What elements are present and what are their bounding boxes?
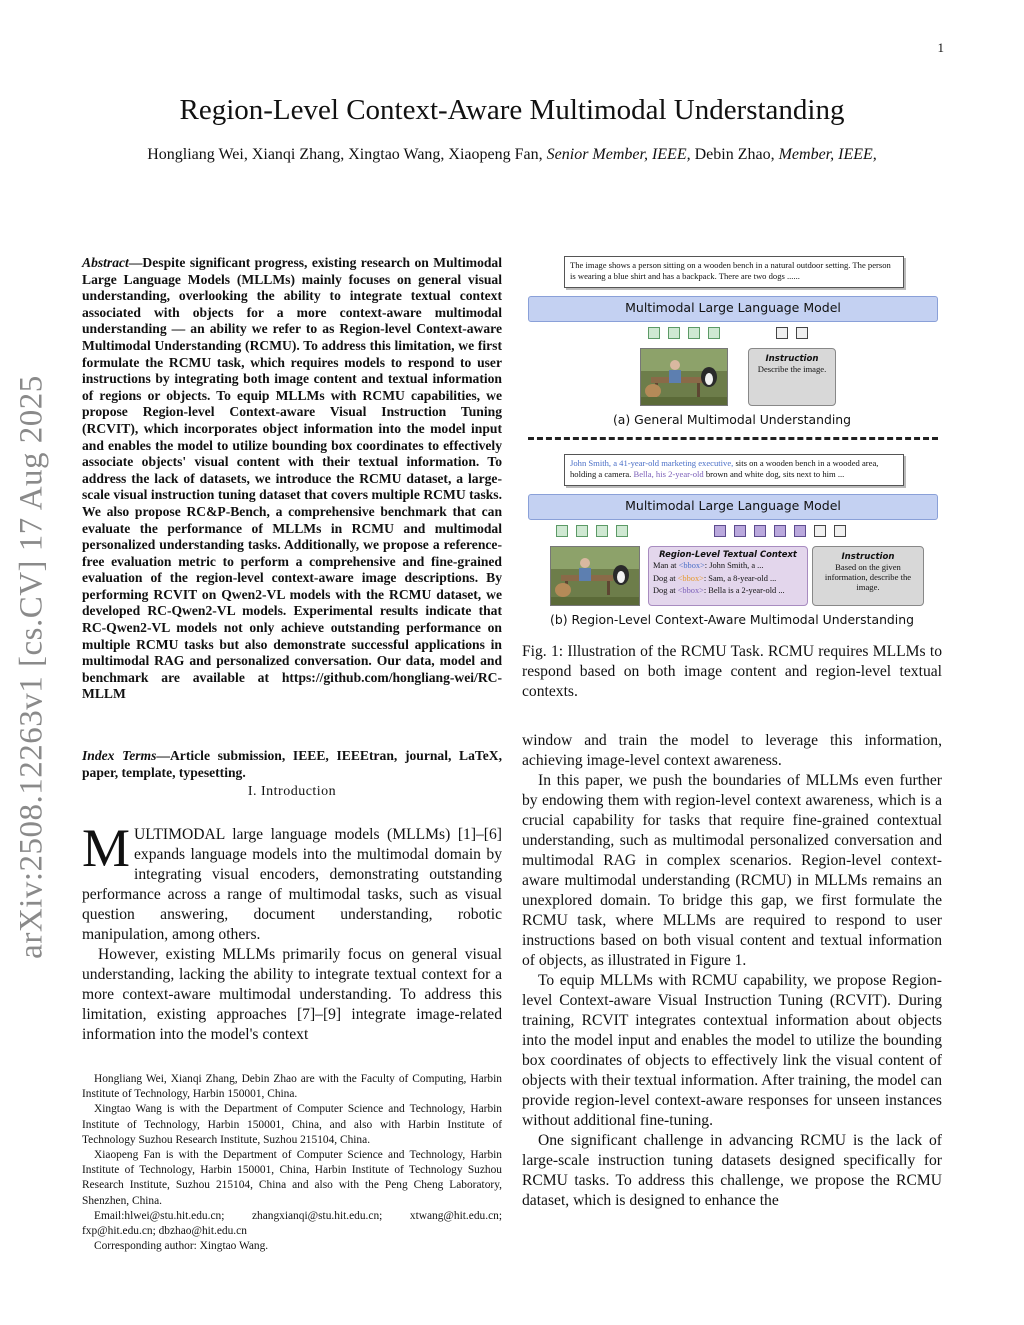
region-label: Dog at (653, 586, 678, 596)
fig-b-region-context-line (649, 573, 807, 586)
fig-b-context-token (754, 525, 766, 537)
index-terms-label: Index Terms (82, 748, 157, 763)
index-terms-text: —Article submission, IEEE, IEEEtran, journal, LaTeX, paper, template, typesetting. (82, 748, 502, 780)
fig-b-instruction-text: Based on the given information, describe the image. (824, 562, 912, 592)
right-paragraph-1: window and train the model to leverage this information, achieving image-level context awareness. (522, 732, 942, 769)
fig-a-instruction-text: Describe the image. (757, 364, 827, 374)
fig-a-instruction-title: Instruction (765, 354, 819, 364)
fig-b-context-token (794, 525, 806, 537)
fig-b-context-token (774, 525, 786, 537)
fig-a-image-token (648, 327, 660, 339)
fig-a-image-token (708, 327, 720, 339)
region-text: : Sam, a 8-year-old ... (703, 573, 777, 583)
fig-a-instruction-box (748, 348, 836, 406)
arxiv-id: arXiv:2508.12263v1 [cs.CV] 17 Aug 2025 (13, 375, 50, 959)
fig-a-image-token (668, 327, 680, 339)
author-role-fan: Senior Member, IEEE, (546, 146, 691, 163)
section-heading-introduction: I. Introduction (247, 784, 337, 799)
fig-a-photo (640, 348, 728, 406)
fig-a-caption: (a) General Multimodal Understanding (612, 412, 852, 427)
bbox-token: <bbox> (677, 573, 704, 583)
bbox-token: <bbox> (678, 561, 705, 570)
index-terms (82, 748, 502, 781)
author-list (0, 146, 1024, 164)
fig-b-text-token (834, 525, 846, 537)
fig-b-output-dog: Bella, his 2-year-old (633, 469, 704, 479)
fig-b-photo (550, 546, 640, 606)
fig-b-context-token (734, 525, 746, 537)
fig-b-context-token (714, 525, 726, 537)
footnote-1: Hongliang Wei, Xianqi Zhang, Debin Zhao are with the Faculty of Computing, Harbin Institute of Technology, Harbin 150001, China. (82, 1073, 502, 1101)
right-body (522, 731, 942, 1211)
fig-a-mllm: Multimodal Large Language Model (528, 296, 938, 322)
paper-title: Region-Level Context-Aware Multimodal Understanding (179, 94, 845, 126)
page-number: 1 (937, 40, 944, 55)
fig-b-image-token (596, 525, 608, 537)
fig-b-caption: (b) Region-Level Context-Aware Multimodal Understanding (550, 612, 914, 627)
author-names: Hongliang Wei, Xianqi Zhang, Xingtao Wang, Xiaopeng Fan, (147, 146, 543, 163)
fig-divider (528, 437, 938, 440)
photo-illustration (641, 349, 727, 405)
fig-b-image-token (616, 525, 628, 537)
fig-b-output-mid: sits on a wooden bench in a wooded area, holding a camera. (570, 458, 879, 479)
abstract (82, 255, 502, 703)
author-role-last: Member, IEEE, (778, 146, 877, 163)
footnote-3: Xiaopeng Fan is with the Department of Computer Science and Technology, Harbin Institute of Technology, Harbin 150001, China, Harbin Institute of Technology Suzhou Research Institute, Suzhou 215104, China and also with the Peng Cheng Laboratory, Shenzhen, China. (82, 1149, 502, 1207)
intro-paragraph-1-text: ULTIMODAL large language models (MLLMs) [1]–[6] expands language models into the multimodal domain by integrating visual encoders, demonstrating outstanding performance across a range of multimodal tasks, such as visual question answering, document understanding, robotic manipulation, among others. (82, 826, 502, 943)
intro-paragraph-2: However, existing MLLMs primarily focus on general visual understanding, lacking the ability to integrate textual context for a more context-aware multimodal understanding. To address this limitation, existing approaches [7]–[9] integrate image-related information into the model's context (82, 946, 502, 1043)
right-paragraph-4: One significant challenge in advancing RCMU is the lack of large-scale instruction tuning datasets designed specifically for RCMU tasks. To address this challenge, we propose the RCMU dataset, which is designed to enhance the (522, 1132, 942, 1209)
fig-b-region-context-title: Region-Level Textual Context (659, 549, 797, 559)
author-last: Debin Zhao, (694, 146, 775, 163)
fig-b-mllm: Multimodal Large Language Model (528, 494, 938, 520)
bbox-token: <bbox> (677, 586, 704, 596)
abstract-label: Abstract (82, 255, 129, 270)
figure-1 (522, 252, 942, 634)
fig-b-region-context-box (648, 546, 808, 606)
arxiv-watermark (12, 372, 52, 962)
region-label: Man at (653, 561, 679, 570)
fig-b-output-end: brown and white dog, sits next to him ... (703, 469, 845, 479)
fig-b-text-token (814, 525, 826, 537)
fig-b-instruction-title: Instruction (841, 552, 895, 562)
fig-b-output (564, 454, 904, 486)
region-text: : John Smith, a ... (704, 561, 764, 570)
footnote-2: Xingtao Wang is with the Department of Computer Science and Technology, Harbin Institute of Technology, Harbin 150001, China, and also with Harbin Institute of Technology Suzhou Research Institute, Suzhou 215104, China. (82, 1103, 502, 1146)
fig-b-region-context-line (649, 585, 807, 598)
right-paragraph-2: In this paper, we push the boundaries of MLLMs even further by endowing them with region-level context awareness, which is a crucial capability for tasks that require fine-grained contextual understanding, such as multimodal personalized conversation and multimodal RAG in complex scenarios. Region-level context-aware multimodal understanding (RCMU) in MLLMs remains an unexplored domain. To bridge this gap, we first formulate the RCMU task, where MLLMs are required to respond to user instructions based on both visual content and textual information of objects, as illustrated in Figure 1. (522, 772, 942, 969)
fig-b-region-context-line (649, 560, 807, 573)
figure-caption: Fig. 1: Illustration of the RCMU Task. RCMU requires MLLMs to respond based on both image content and region-level textual contexts. (522, 643, 942, 700)
region-text: : Bella is a 2-year-old ... (703, 586, 785, 596)
fig-b-output-name: John Smith, a 41-year-old marketing executive, (570, 458, 734, 468)
right-paragraph-3: To equip MLLMs with RCMU capability, we propose Region-level Context-aware Visual Instruction Tuning (RCVIT). During training, RCVIT integrates contextual information about objects into the model input and enables the model to utilize the bounding box coordinates of objects to effectively link the visual content of objects with their textual information. After training, the model can provide region-level context-aware responses for unseen instances without additional fine-tuning. (522, 972, 942, 1129)
intro-paragraph-1 (82, 818, 502, 945)
drop-cap: M (82, 818, 131, 878)
fig-a-text-token (796, 327, 808, 339)
intro-body (82, 818, 502, 1045)
fig-a-output: The image shows a person sitting on a wooden bench in a natural outdoor setting. The person is wearing a blue shirt and has a backpack. There are two dogs ...... (564, 256, 904, 288)
abstract-text: —Despite significant progress, existing research on Multimodal Large Language Models (MLLMs) mainly focuses on general visual understanding, overlooking the ability to integrate textual context associated with objects for a more context-aware multimodal understanding — an ability we refer to as Region-level Context-aware Multimodal Understanding (RCMU). To address this limitation, we first formulate the RCMU task, which requires models to respond to user instructions by integrating both image content and textual information of regions or objects. To equip MLLMs with RCMU capabilities, we propose Region-level Context-aware Visual Instruction Tuning (RCVIT), which incorporates object information into the model input and enables the model to utilize bounding box coordinates to effectively associate objects' visual content with their textual information. To address the lack of datasets, we introduce the RCMU dataset, a large-scale visual instruction tuning dataset that covers multiple RCMU tasks. We also propose RC&P-Bench, a comprehensive benchmark that can evaluate the performance of MLLMs in RCMU and multimodal personalized understanding tasks. Additionally, we propose a reference-free evaluation metric to perform a comprehensive and fine-grained evaluation of the region-level context-aware image descriptions. By performing RCVIT on Qwen2-VL models with the RCMU dataset, we developed RC-Qwen2-VL models. Experimental results indicate that RC-Qwen2-VL models not only achieve outstanding performance on multiple RCMU tasks but also demonstrate successful applications in multimodal RAG and personalized conversation. Our data, model and benchmark are available at https://github.com/hongliang-wei/RC-MLLM (82, 255, 502, 702)
fig-b-instruction-box (812, 546, 924, 606)
footnotes (82, 1072, 502, 1254)
region-label: Dog at (653, 573, 678, 583)
fig-b-image-token (576, 525, 588, 537)
fig-a-text-token (776, 327, 788, 339)
photo-illustration (551, 547, 639, 605)
fig-b-image-token (556, 525, 568, 537)
fig-a-image-token (688, 327, 700, 339)
footnote-5: Corresponding author: Xingtao Wang. (94, 1240, 269, 1253)
footnote-4: Email:hlwei@stu.hit.edu.cn; zhangxianqi@stu.hit.edu.cn; xtwang@hit.edu.cn; fxp@hit.edu.cn; dbzhao@hit.edu.cn (82, 1209, 502, 1238)
